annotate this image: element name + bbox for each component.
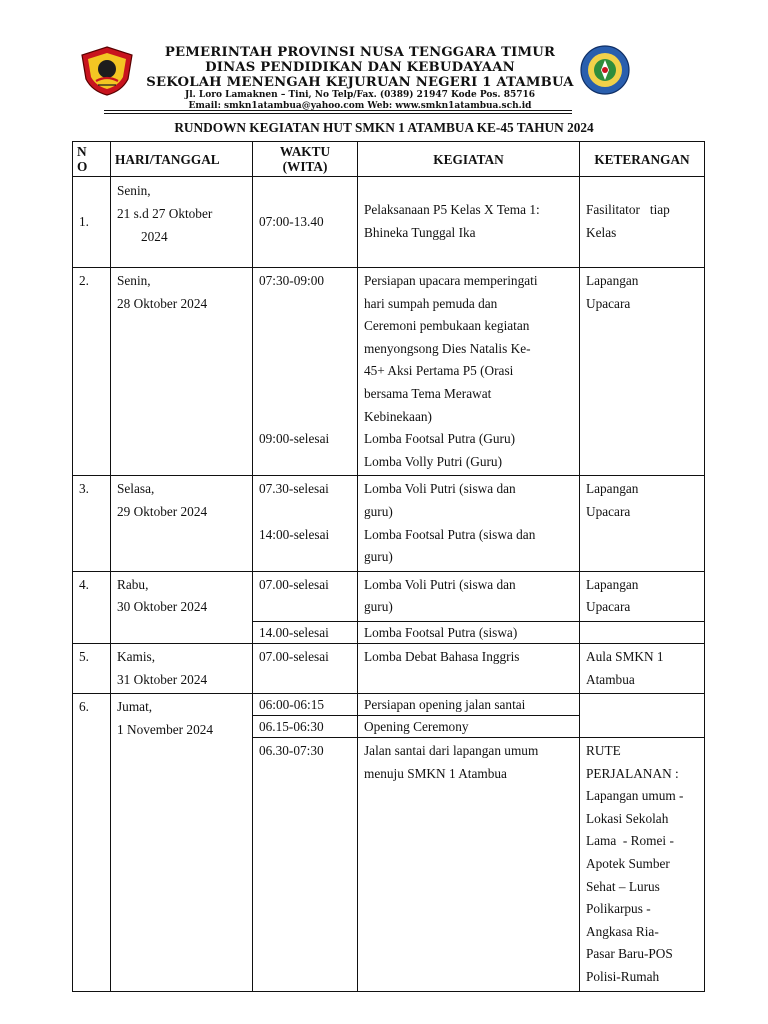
row-number: 6.	[73, 694, 111, 992]
row-time: 14.00-selesai	[253, 621, 358, 643]
table-row	[73, 694, 705, 716]
table-header-row	[73, 142, 705, 177]
row-note: Lapangan Upacara	[580, 571, 705, 621]
row-note: Lapangan Upacara	[580, 476, 705, 571]
smkn-1-atambua-emblem-icon	[579, 44, 631, 96]
letterhead-text	[140, 45, 580, 112]
row-note: Aula SMKN 1 Atambua	[580, 643, 705, 693]
row-time: 07:00-13.40	[253, 177, 358, 268]
row-time: 07.30-selesai 14:00-selesai	[253, 476, 358, 571]
row-date: Selasa, 29 Oktober 2024	[111, 476, 253, 571]
row-date: Jumat, 1 November 2024	[111, 694, 253, 992]
header-hari-tanggal: HARI/TANGGAL	[111, 142, 253, 177]
letterhead-line-3: SEKOLAH MENENGAH KEJURUAN NEGERI 1 ATAMBUA	[146, 75, 574, 90]
table-row	[73, 177, 705, 268]
table-row	[73, 643, 705, 693]
table-row	[73, 476, 705, 571]
letterhead	[0, 0, 768, 115]
row-note	[580, 621, 705, 643]
row-time: 07.00-selesai	[253, 571, 358, 621]
rundown-table	[72, 141, 705, 992]
table-row	[73, 571, 705, 621]
row-date: Rabu, 30 Oktober 2024	[111, 571, 253, 643]
letterhead-line-2: DINAS PENDIDIKAN DAN KEBUDAYAAN	[205, 60, 515, 75]
row-number: 5.	[73, 643, 111, 693]
row-note: Lapangan Upacara	[580, 268, 705, 476]
header-waktu: WAKTU (WITA)	[253, 142, 358, 177]
letterhead-divider-bottom	[104, 113, 572, 114]
row-note-route: RUTE PERJALANAN : Lapangan umum - Lokasi Sekolah Lama - Romei - Apotek Sumber Sehat – Lurus Polikarpus - Angkasa Ria- Pasar Baru-POS Polisi-Rumah	[580, 738, 705, 992]
letterhead-divider-top	[104, 110, 572, 111]
row-activity: Persiapan upacara memperingati hari sumpah pemuda dan Ceremoni pembukaan kegiatan menyongsong Dies Natalis Ke- 45+ Aksi Pertama P5 (Orasi bersama Tema Merawat Kebinekaan) Lomba Footsal Putra (Guru) Lomba Volly Putri (Guru)	[358, 268, 580, 476]
table-row	[73, 268, 705, 476]
ntt-province-emblem-icon	[78, 45, 136, 97]
header-keterangan: KETERANGAN	[580, 142, 705, 177]
row-number: 4.	[73, 571, 111, 643]
letterhead-line-1: PEMERINTAH PROVINSI NUSA TENGGARA TIMUR	[164, 45, 556, 60]
row-date: Senin, 28 Oktober 2024	[111, 268, 253, 476]
row-note	[580, 694, 705, 738]
row-date: Senin, 21 s.d 27 Oktober 2024	[111, 177, 253, 268]
row-activity: Lomba Debat Bahasa Inggris	[358, 643, 580, 693]
row-time: 07:30-09:00 09:00-selesai	[253, 268, 358, 476]
row-activity: Jalan santai dari lapangan umum menuju SMKN 1 Atambua	[358, 738, 580, 992]
letterhead-address: Jl. Loro Lamaknen – Tini, No Telp/Fax. (0389) 21947 Kode Pos. 85716	[184, 90, 536, 100]
row-number: 1.	[73, 177, 111, 268]
row-activity: Lomba Footsal Putra (siswa)	[358, 621, 580, 643]
row-time: 06.15-06:30	[253, 716, 358, 738]
row-activity: Lomba Voli Putri (siswa dan guru) Lomba Footsal Putra (siswa dan guru)	[358, 476, 580, 571]
header-no: N O	[73, 142, 111, 177]
header-kegiatan: KEGIATAN	[358, 142, 580, 177]
row-activity: Pelaksanaan P5 Kelas X Tema 1: Bhineka Tunggal Ika	[358, 177, 580, 268]
row-time: 06.30-07:30	[253, 738, 358, 992]
row-activity: Opening Ceremony	[358, 716, 580, 738]
document-title: RUNDOWN KEGIATAN HUT SMKN 1 ATAMBUA KE-45 TAHUN 2024	[174, 120, 594, 135]
row-activity: Lomba Voli Putri (siswa dan guru)	[358, 571, 580, 621]
row-number: 2.	[73, 268, 111, 476]
row-activity: Persiapan opening jalan santai	[358, 694, 580, 716]
letterhead-contact: Email: smkn1atambua@yahoo.com Web: www.smkn1atambua.sch.id	[188, 101, 532, 111]
row-time: 06:00-06:15	[253, 694, 358, 716]
row-time: 07.00-selesai	[253, 643, 358, 693]
row-date: Kamis, 31 Oktober 2024	[111, 643, 253, 693]
row-number: 3.	[73, 476, 111, 571]
row-note: Fasilitator tiap Kelas	[580, 177, 705, 268]
